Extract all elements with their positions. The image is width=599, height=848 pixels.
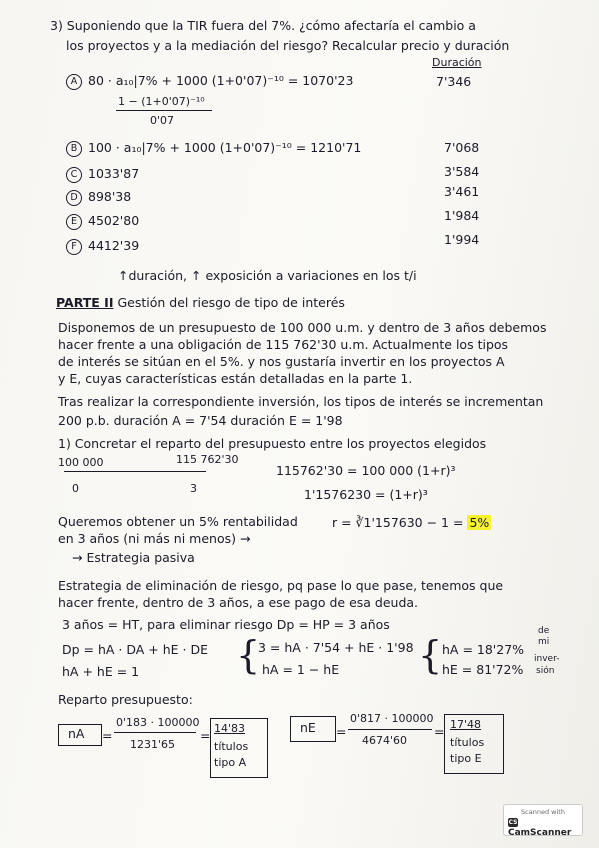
item-f-row: [66, 238, 139, 255]
q3-line-2: los proyectos y a la mediación del riesgo? Recalcular precio y duración: [66, 38, 510, 53]
side-note-2: mi: [538, 637, 550, 647]
item-b-duration: 7'068: [444, 140, 480, 155]
na-denominator: 1231'65: [130, 738, 176, 751]
timeline-right-bottom: 3: [190, 482, 197, 495]
item-a-expr: 80 · a₁₀|7% + 1000 (1+0'07)⁻¹⁰ = 1070'23: [88, 73, 354, 88]
part2-para1-line3: de interés se sitúan en el 5%. y nos gustaría invertir en los proyectos A: [58, 354, 505, 369]
item-d-duration: 3'461: [444, 184, 480, 199]
part2-para2-line2: 200 p.b. duración A = 7'54 duración E = 1'98: [58, 413, 343, 428]
reparto-heading: Reparto presupuesto:: [58, 692, 193, 707]
fraction-bar: [116, 110, 212, 111]
strategy-line-1: Estrategia de eliminación de riesgo, pq pase lo que pase, tenemos que: [58, 578, 504, 593]
ne-result-box: [444, 714, 504, 774]
duration-header: Duración: [432, 56, 482, 69]
system-brace-left: {: [236, 633, 261, 677]
watermark-brand: [508, 818, 582, 838]
system-brace-right: {: [418, 633, 443, 677]
ne-fraction-bar: [348, 729, 432, 730]
item-b-marker: B: [66, 141, 82, 157]
na-numerator: 0'183 · 100000: [116, 716, 200, 729]
part2-para1-line2: hacer frente a una obligación de 115 762'30 u.m. Actualmente los tipos: [58, 337, 509, 352]
system-mid-1: 3 = hA · 7'54 + hE · 1'98: [258, 640, 414, 655]
side-note-1: de: [538, 626, 550, 636]
system-right-2: hE = 81'72%: [442, 662, 524, 677]
watermark-brand-text: CamScanner: [508, 828, 572, 838]
equation-2: 1'1576230 = (1+r)³: [304, 487, 428, 502]
part2-para2-line1: Tras realizar la correspondiente inversión, los tipos de interés se incrementan: [58, 394, 544, 409]
item-d-row: [66, 189, 131, 206]
timeline-left-top: 100 000: [58, 456, 104, 469]
ne-numerator: 0'817 · 100000: [350, 712, 434, 725]
question-1: 1) Concretar el reparto del presupuesto entre los proyectos elegidos: [58, 436, 487, 451]
part2-para1-line4: y E, cuyas características están detalladas en la parte 1.: [58, 371, 413, 386]
item-d-price: 898'38: [88, 189, 132, 204]
item-a-row: [66, 73, 353, 90]
want-line-1: Queremos obtener un 5% rentabilidad: [58, 514, 298, 529]
system-left-2: hA + hE = 1: [62, 664, 140, 679]
item-f-duration: 1'994: [444, 232, 480, 247]
side-note-4: sión: [536, 666, 555, 676]
na-result: 14'83: [214, 722, 246, 735]
item-e-duration: 1'984: [444, 208, 480, 223]
ne-unit-2: tipo E: [450, 752, 482, 765]
camscanner-watermark: [503, 804, 583, 836]
scanned-page: 3) Suponiendo que la TIR fuera del 7%. ¿cómo afectaría el cambio a los proyectos y a la mediación del riesgo? Recalcular precio y duración Duración A 80 · a₁₀|7% + 1000 (1+0'07)⁻¹⁰ = 1070'23 7'346 1 − (1+0'07)⁻¹⁰ 0'07 B 100 · a₁₀|7% + 1000 (1+0'07)⁻¹⁰ = 1210'71 7'068 C 1033'87 3'584 D 898'38 3'461 E 4502'80 1'984 F 4412'39 1'994 ↑duración, ↑ exposición a variaciones en los t/i PARTE II Gestión del riesgo de tipo de interés Disponemos de un presupuesto de 100 000 u.m. y dentro de 3 años debemos hacer frente a una obligación de 115 762'30 u.m. Actualmente los tipos de interés se sitúan en el 5%. y nos gustaría invertir en los proyectos A y E, cuyas características están detalladas en la parte 1. Tras realizar la correspondiente inversión, los tipos de interés se incrementan 200 p.b. duración A = 7'54 duración E = 1'98 1) Concretar el reparto del presupuesto entre los proyectos elegidos 100 000 115 762'30 0 3 115762'30 = 100 000 (1+r)³ 1'1576230 = (1+r)³ Queremos obtener un 5% rentabilidad en 3 años (ni más ni menos) → → Estrategia pasiva r = ∛1'157630 − 1 = 5% Estrategia de eliminación de riesgo, pq pase lo que pase, tenemos que hacer frente, dentro de 3 años, a ese pago de esa deuda. 3 años = HT, para eliminar riesgo Dp = HP = 3 años Dp = hA · DA + hE · DE hA + hE = 1 { 3 = hA · 7'54 + hE · 1'98 hA = 1 − hE { hA = 18'27% hE = 81'72% de mi inver- sión Reparto presupuesto: nA = 0'183 · 100000 1231'65 = 14'83 títulos tipo A nE = 0'817 · 100000 4674'60 = 17'48 títulos tipo E Scanned with CSCamScanner: [0, 0, 599, 848]
watermark-top-text: Scanned with: [521, 808, 565, 816]
item-e-marker: E: [66, 214, 82, 230]
item-f-price: 4412'39: [88, 238, 140, 253]
item-e-row: [66, 213, 139, 230]
camscanner-logo-icon: CS: [508, 819, 518, 826]
item-c-marker: C: [66, 167, 82, 183]
r-value-highlight: 5%: [469, 515, 490, 530]
r-equation: [332, 515, 491, 530]
strategy-line-2: hacer frente, dentro de 3 años, a ese pago de esa deuda.: [58, 595, 419, 610]
na-unit-2: tipo A: [214, 756, 247, 769]
ne-result: 17'48: [450, 718, 482, 731]
item-b-expr: 100 · a₁₀|7% + 1000 (1+0'07)⁻¹⁰ = 1210'71: [88, 140, 362, 155]
item-e-price: 4502'80: [88, 213, 140, 228]
item-b-row: [66, 140, 361, 157]
item-f-marker: F: [66, 239, 82, 255]
q3-line-1: 3) Suponiendo que la TIR fuera del 7%. ¿cómo afectaría el cambio a: [50, 18, 476, 33]
item-d-marker: D: [66, 190, 82, 206]
ht-line: 3 años = HT, para eliminar riesgo Dp = HP = 3 años: [62, 617, 390, 632]
system-right-1: hA = 18'27%: [442, 642, 525, 657]
ne-label: nE: [300, 720, 316, 735]
na-unit-1: títulos: [214, 740, 249, 753]
equation-1: 115762'30 = 100 000 (1+r)³: [276, 463, 456, 478]
na-fraction-bar: [114, 732, 196, 733]
timeline-right-top: 115 762'30: [176, 453, 239, 466]
system-left-1: Dp = hA · DA + hE · DE: [62, 642, 209, 657]
timeline-axis: [64, 471, 206, 472]
want-line-3: → Estrategia pasiva: [72, 550, 195, 565]
item-a-duration: 7'346: [436, 74, 472, 89]
item-c-price: 1033'87: [88, 166, 140, 181]
side-note-3: inver-: [534, 654, 560, 664]
part2-title-rest: Gestión del riesgo de tipo de interés: [117, 295, 345, 310]
item-c-row: [66, 166, 139, 183]
item-a-frac-num: 1 − (1+0'07)⁻¹⁰: [118, 95, 205, 108]
item-a-frac-den: 0'07: [150, 114, 175, 127]
r-expr: r = ∛1'157630 − 1 =: [332, 515, 464, 530]
na-result-box: [210, 718, 268, 778]
na-label: nA: [68, 726, 85, 741]
q3-conclusion: ↑duración, ↑ exposición a variaciones en los t/i: [118, 268, 417, 283]
part2-title: PARTE II: [56, 295, 114, 310]
ne-unit-1: títulos: [450, 736, 485, 749]
part2-heading: [56, 295, 345, 310]
item-a-marker: A: [66, 74, 82, 90]
part2-para1-line1: Disponemos de un presupuesto de 100 000 u.m. y dentro de 3 años debemos: [58, 320, 547, 335]
item-c-duration: 3'584: [444, 164, 480, 179]
timeline-left-bottom: 0: [72, 482, 79, 495]
system-mid-2: hA = 1 − hE: [262, 662, 340, 677]
want-line-2: en 3 años (ni más ni menos) →: [58, 531, 251, 546]
ne-denominator: 4674'60: [362, 734, 408, 747]
